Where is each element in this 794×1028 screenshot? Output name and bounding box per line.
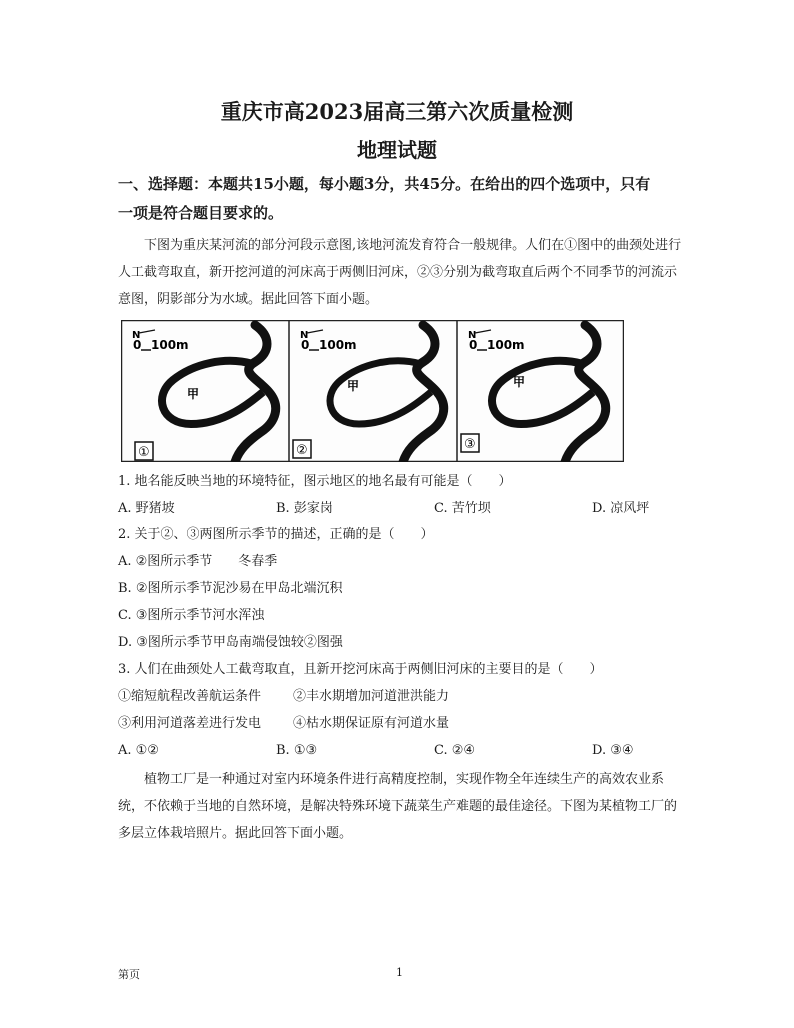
island-label-1: 甲 [187,387,200,401]
q1-option-c: C. 苦竹坝 [434,501,491,516]
intro-paragraph-1: 下图为重庆某河流的部分河段示意图,该地河流发育符合一般规律。人们在①图中的曲颈处进行人工截弯取直，新开挖河道的河床高于两侧旧河床，②③分别为截弯取直后两个不同季节的河流示意图，阴影部分为水域。据此回答下面小题。 [118,238,682,307]
q3-stem: 3. 人们在曲颈处人工截弯取直，且新开挖河床高于两侧旧河床的主要目的是（ ） [118,662,603,677]
scale-zero-1: 0 [133,338,142,352]
q1-option-a: A. 野猪坡 [118,501,175,516]
q2-stem: 2. 关于②、③两图所示季节的描述，正确的是（ ） [118,527,434,542]
island-label-2: 甲 [347,379,360,393]
footer-label: 第页 [118,968,140,981]
q2-option-d: D. ③图所示季节甲岛南端侵蚀较②图强 [118,635,343,650]
panel-label-2: ② [296,443,308,458]
q3-option-c: C. ②④ [434,743,476,758]
island-label-3: 甲 [513,375,526,389]
river-figure [121,320,624,462]
q2-option-a: A. ②图所示季节 冬春季 [118,554,278,569]
panel-label-1: ① [138,445,150,460]
exam-title: 重庆市高2023届高三第六次质量检测 [220,99,574,124]
q3-statement-1: ①缩短航程改善航运条件 [118,689,262,704]
q2-option-c: C. ③图所示季节河水浑浊 [118,608,265,623]
q3-statement-2: ②丰水期增加河道泄洪能力 [293,689,450,704]
north-label-3: N [468,330,477,341]
scale-label-1: 100m [151,338,189,352]
panel-label-3: ③ [464,437,476,452]
q3-statement-3: ③利用河道落差进行发电 [118,716,262,731]
q1-option-d: D. 凉风坪 [592,501,650,516]
section-heading-line2: 一项是符合题目要求的。 [118,204,284,222]
q2-option-b: B. ②图所示季节泥沙易在甲岛北端沉积 [118,581,343,596]
north-label-1: N [132,330,141,341]
scale-zero-2: 0 [301,338,310,352]
q3-option-d: D. ③④ [592,743,634,758]
page-number: 1 [396,966,403,979]
scale-label-2: 100m [319,338,357,352]
q1-option-b: B. 彭家岗 [276,501,333,516]
q3-option-a: A. ①② [118,743,159,758]
scale-zero-3: 0 [469,338,478,352]
scale-label-3: 100m [487,338,525,352]
north-label-2: N [300,330,309,341]
intro-paragraph-2: 植物工厂是一种通过对室内环境条件进行高精度控制，实现作物全年连续生产的高效农业系统，不依赖于当地的自然环境，是解决特殊环境下蔬菜生产难题的最佳途径。下图为某植物工厂的多层立体栽培照片。据此回答下面小题。 [118,772,678,841]
section-heading-line1: 一、选择题：本题共15小题，每小题3分，共45分。在给出的四个选项中，只有 [118,175,651,193]
q3-statement-4: ④枯水期保证原有河道水量 [293,716,450,731]
exam-subtitle: 地理试题 [357,138,437,162]
q1-stem: 1. 地名能反映当地的环境特征，图示地区的地名最有可能是（ ） [118,474,512,489]
q3-option-b: B. ①③ [276,743,318,758]
